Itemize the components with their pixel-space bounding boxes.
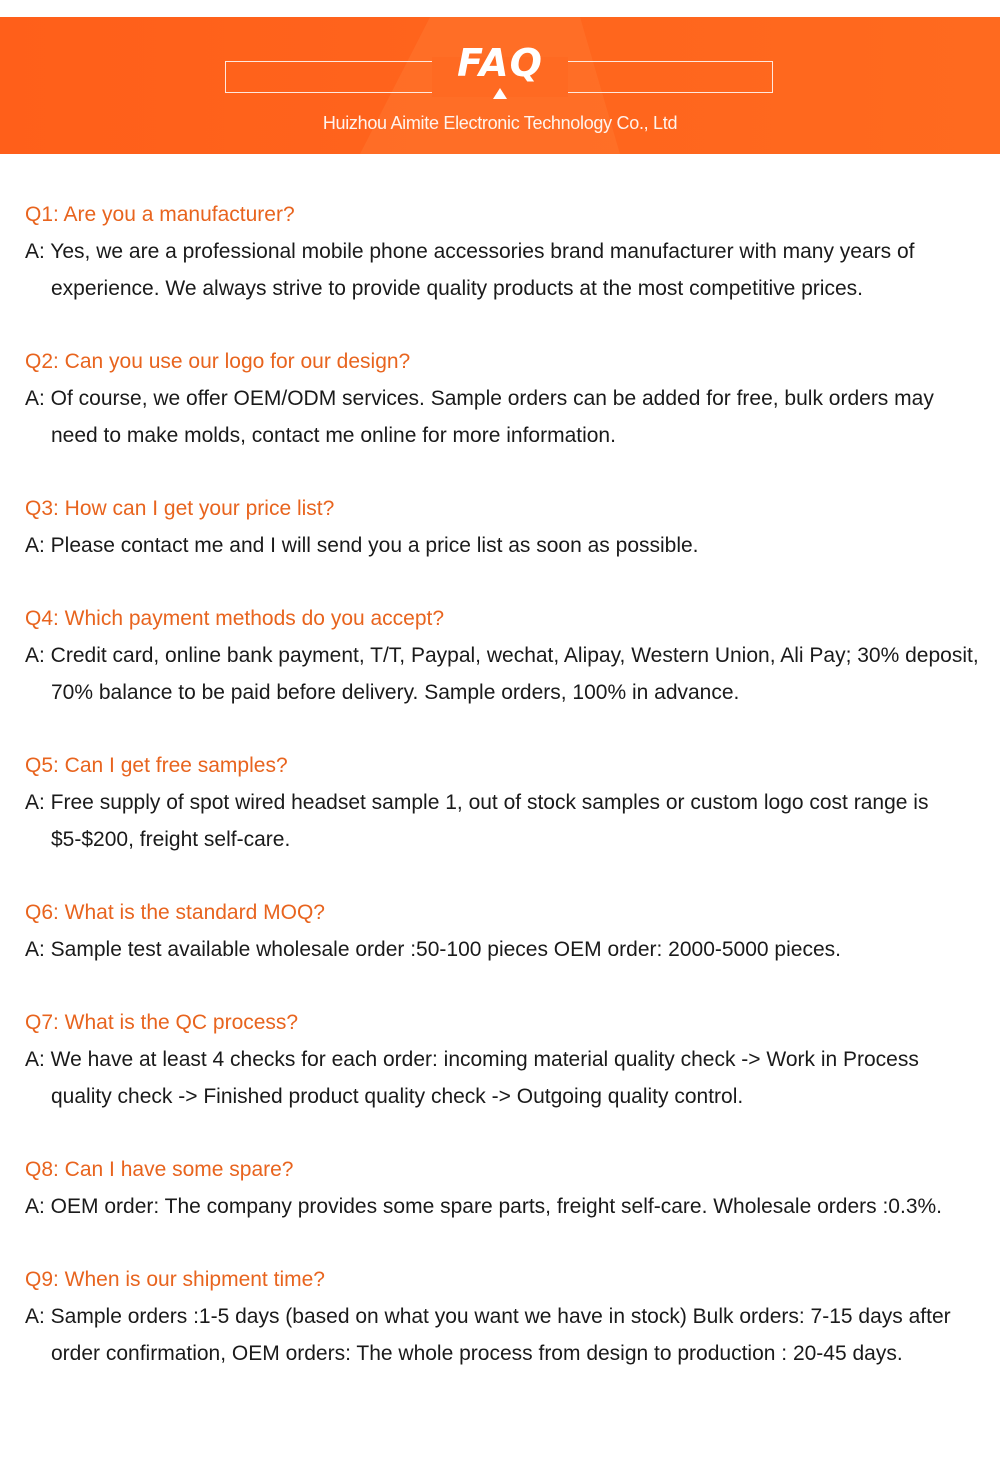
- faq-question: Q1: Are you a manufacturer?: [25, 203, 295, 226]
- faq-item: [25, 196, 980, 307]
- faq-question: Q8: Can I have some spare?: [25, 1158, 294, 1181]
- faq-answer: A: Yes, we are a professional mobile phone accessories brand manufacturer with many years of experience. We always strive to provide quality products at the most competitive prices.: [25, 240, 915, 300]
- company-name: Huizhou Aimite Electronic Technology Co., Ltd: [322, 113, 678, 133]
- faq-item: [25, 747, 980, 858]
- faq-banner: [0, 17, 1000, 154]
- page-title: FAQ: [457, 41, 543, 85]
- faq-answer: A: Sample test available wholesale order :50-100 pieces OEM order: 2000-5000 pieces.: [25, 938, 841, 961]
- faq-item: [25, 1004, 980, 1115]
- faq-list: [25, 196, 980, 1408]
- faq-item: [25, 490, 980, 564]
- faq-question: Q7: What is the QC process?: [25, 1011, 299, 1034]
- faq-answer: A: Sample orders :1-5 days (based on what you want we have in stock) Bulk orders: 7-15 days after order confirmation, OEM orders: The whole process from design to production : 20-45 days.: [25, 1305, 951, 1365]
- faq-question: Q4: Which payment methods do you accept?: [25, 607, 445, 630]
- faq-question: Q5: Can I get free samples?: [25, 754, 288, 777]
- faq-answer: A: Of course, we offer OEM/ODM services. Sample orders can be added for free, bulk orders may need to make molds, contact me online for more information.: [25, 387, 934, 447]
- faq-item: [25, 1151, 980, 1225]
- faq-item: [25, 343, 980, 454]
- faq-question: Q3: How can I get your price list?: [25, 497, 335, 520]
- faq-item: [25, 894, 980, 968]
- faq-answer: A: Free supply of spot wired headset sample 1, out of stock samples or custom logo cost range is $5-$200, freight self-care.: [25, 791, 929, 851]
- faq-answer: A: We have at least 4 checks for each order: incoming material quality check -> Work in Process quality check -> Finished product quality check -> Outgoing quality control.: [25, 1048, 919, 1108]
- faq-answer: A: OEM order: The company provides some spare parts, freight self-care. Wholesale orders :0.3%.: [25, 1195, 943, 1218]
- faq-item: [25, 600, 980, 711]
- faq-question: Q6: What is the standard MOQ?: [25, 901, 325, 924]
- faq-question: Q9: When is our shipment time?: [25, 1268, 325, 1291]
- triangle-pointer-icon: [493, 88, 507, 99]
- faq-answer: A: Credit card, online bank payment, T/T, Paypal, wechat, Alipay, Western Union, Ali Pay; 30% deposit, 70% balance to be paid before delivery. Sample orders, 100% in advance.: [25, 644, 979, 704]
- faq-question: Q2: Can you use our logo for our design?: [25, 350, 411, 373]
- faq-item: [25, 1261, 980, 1372]
- faq-answer: A: Please contact me and I will send you a price list as soon as possible.: [25, 534, 699, 557]
